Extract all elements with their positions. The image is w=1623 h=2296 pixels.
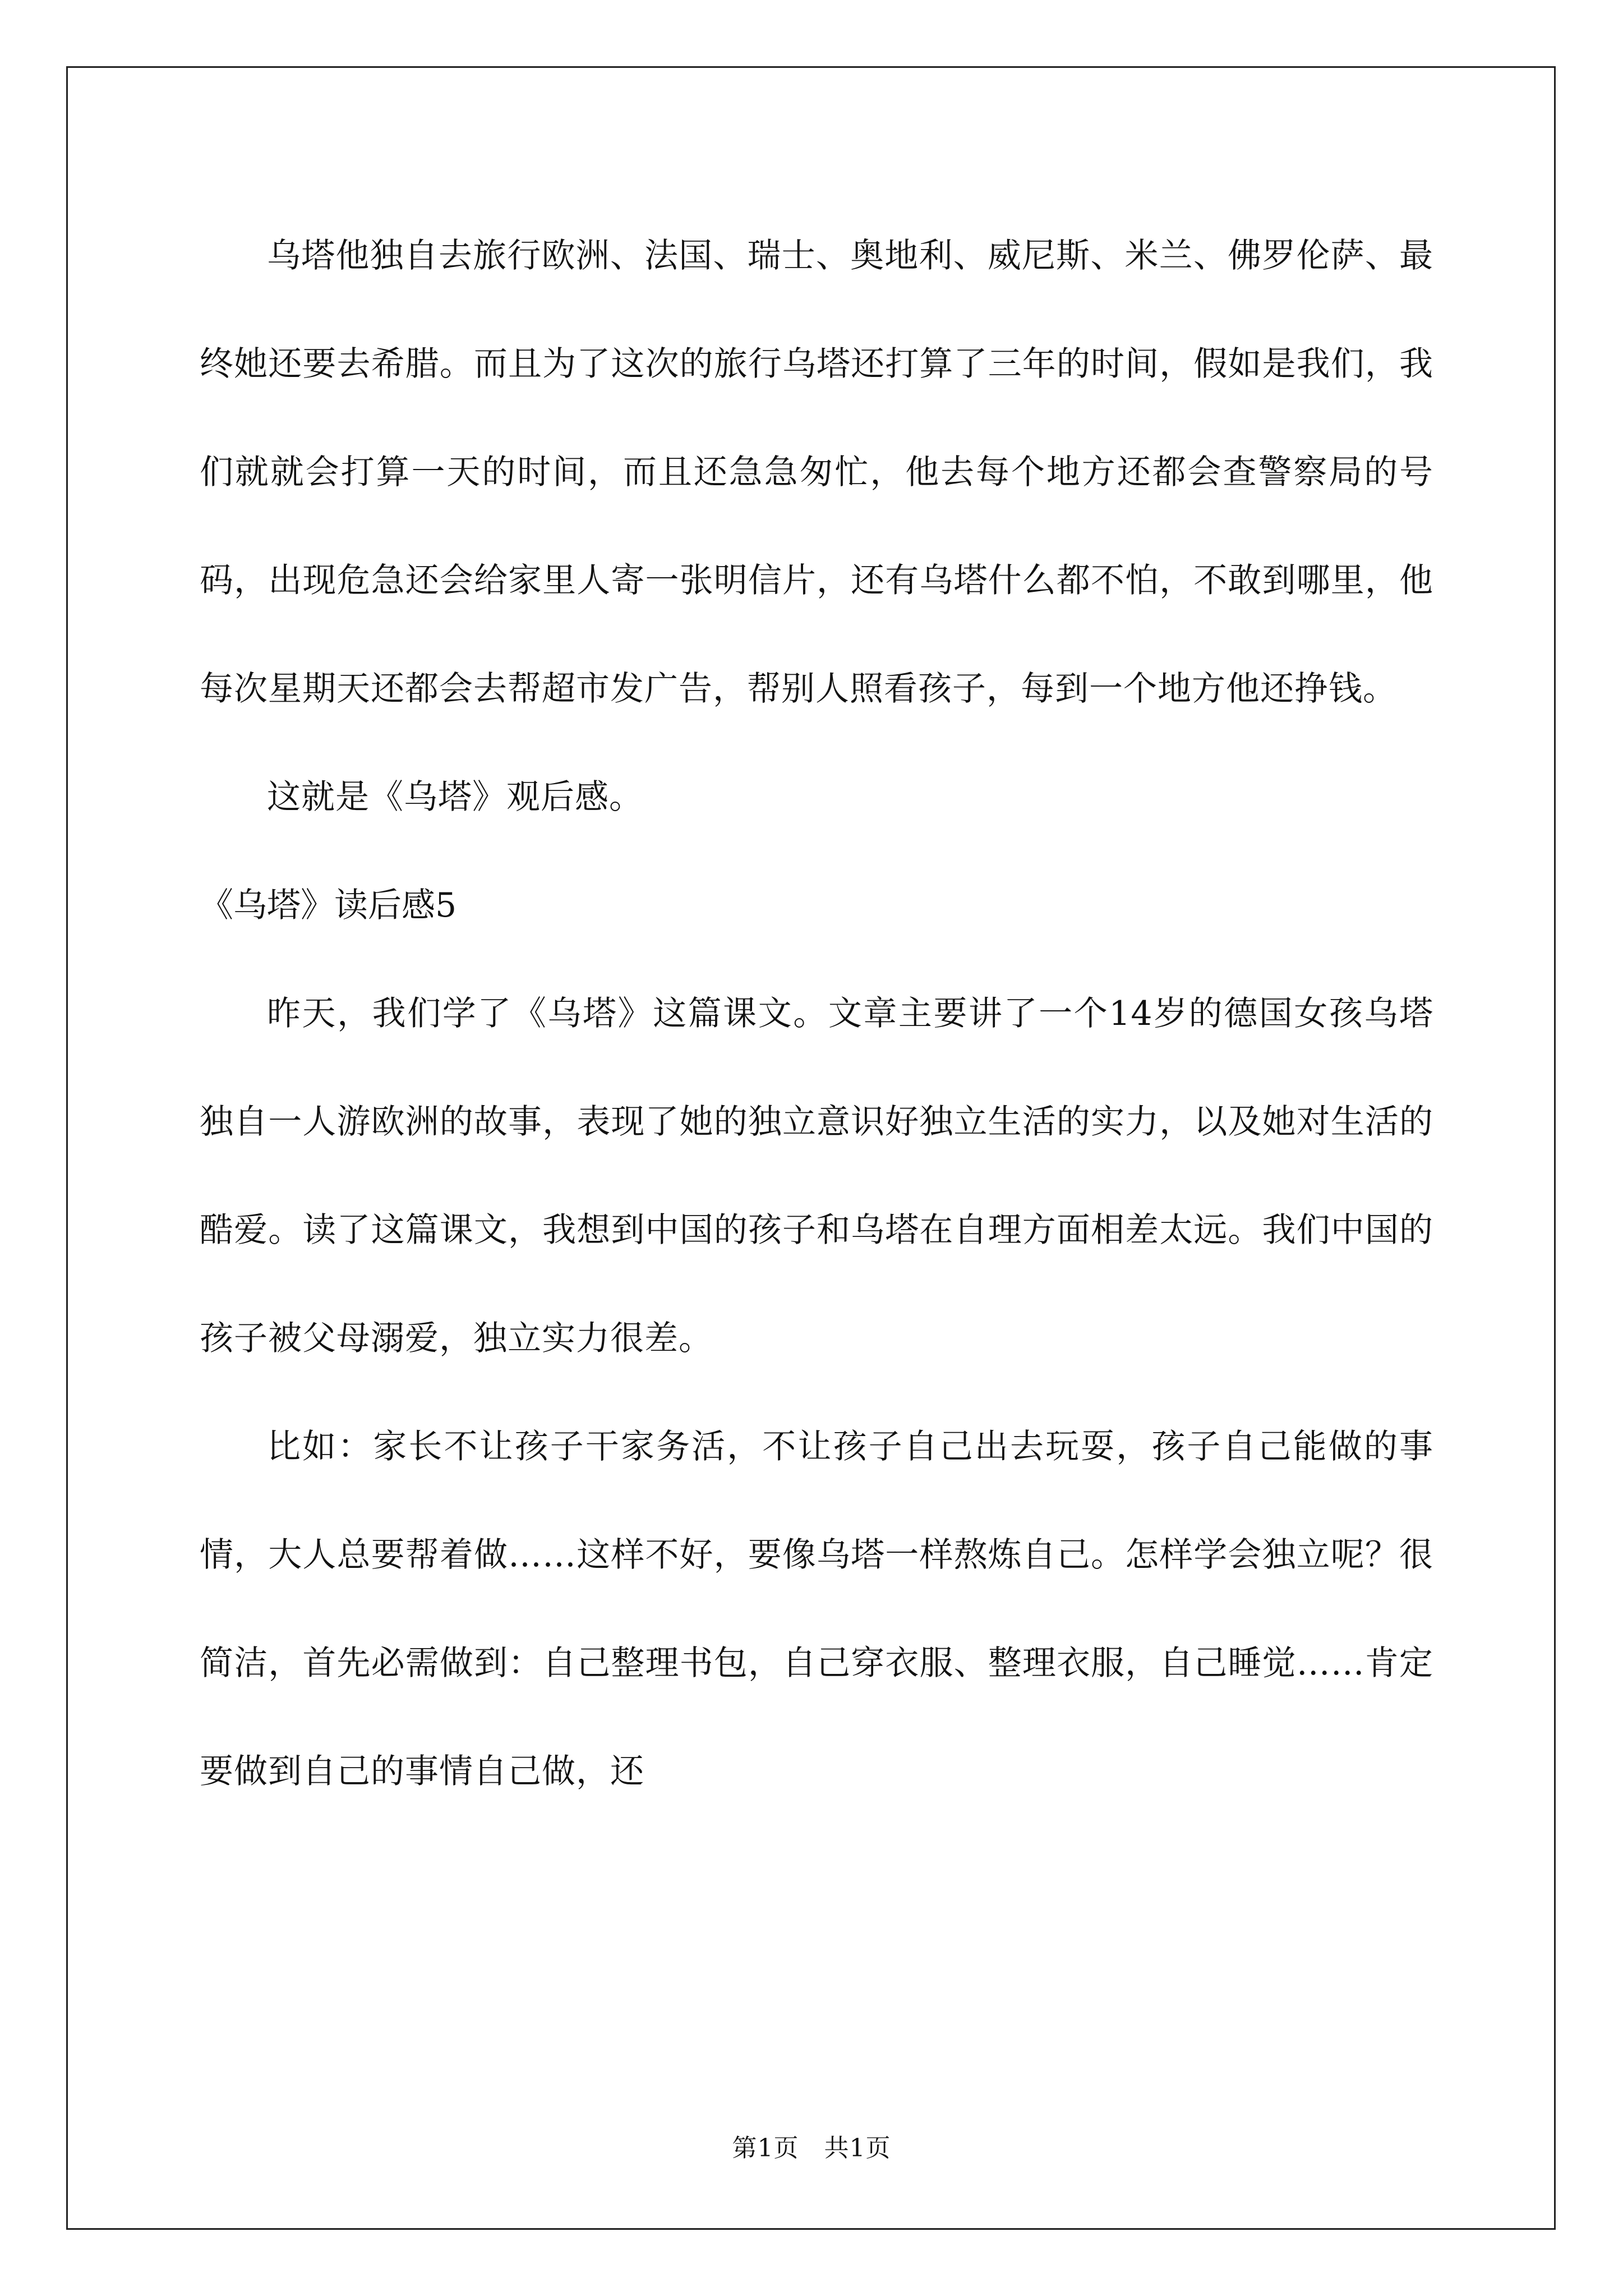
paragraph-1: 乌塔他独自去旅行欧洲、法国、瑞士、奥地利、威尼斯、米兰、佛罗伦萨、最终她还要去希腊。而且为了这次的旅行乌塔还打算了三年的时间，假如是我们，我们就就会打算一天的时间，而且还急急匆忙，他去每个地方还都会查警察局的号码，出现危急还会给家里人寄一张明信片，还有乌塔什么都不怕，不敢到哪里，他每次星期天还都会去帮超市发广告，帮别人照看孩子，每到一个地方他还挣钱。 xyxy=(200,236,1433,708)
paragraph-4: 比如：家长不让孩子干家务活，不让孩子自己出去玩耍，孩子自己能做的事情，大人总要帮着做……这样不好，要像乌塔一样熬炼自己。怎样学会独立呢？很简洁，首先必需做到：自己整理书包，自己穿衣服、整理衣服，自己睡觉……肯定要做到自己的事情自己做，还 xyxy=(200,1427,1433,1791)
page-number-footer: 第1页 共1页 xyxy=(732,2134,891,2162)
section-heading: 《乌塔》读后感5 xyxy=(200,886,457,925)
document-body xyxy=(200,202,1433,1826)
paragraph-2: 这就是《乌塔》观后感。 xyxy=(267,777,643,817)
paragraph-3: 昨天，我们学了《乌塔》这篇课文。文章主要讲了一个14岁的德国女孩乌塔独自一人游欧洲的故事，表现了她的独立意识好独立生活的实力，以及她对生活的酷爱。读了这篇课文，我想到中国的孩子和乌塔在自理方面相差太远。我们中国的孩子被父母溺爱，独立实力很差。 xyxy=(200,994,1433,1358)
